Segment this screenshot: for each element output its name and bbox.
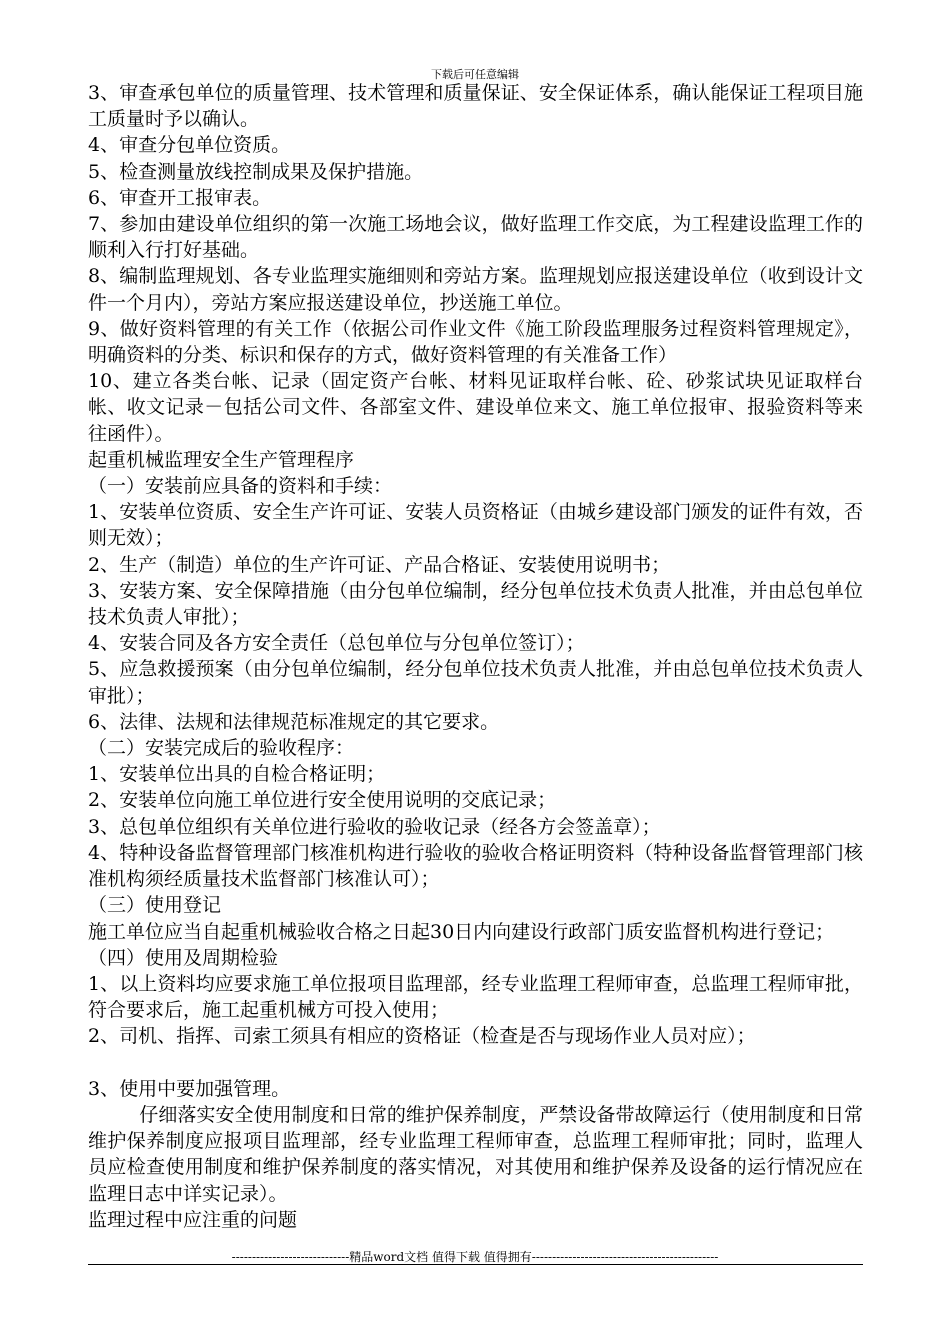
section-heading: 监理过程中应注重的问题 (88, 1208, 298, 1231)
paragraph: 4、审查分包单位资质。 (88, 134, 291, 157)
paragraph: 4、特种设备监督管理部门核准机构进行验收的验收合格证明资料（特种设备监督管理部门核准机构须经质量技术监督部门核准认可）； (88, 841, 863, 891)
paragraph: 仔细落实安全使用制度和日常的维护保养制度，严禁设备带故障运行（使用制度和日常维护保养制度应报项目监理部，经专业监理工程师审查，总监理工程师审批；同时，监理人员应检查使用制度和维护保养制度的落实情况，对其使用和维护保养及设备的运行情况应在监理日志中详实记录）。 (88, 1103, 863, 1205)
paragraph: 4、安装合同及各方安全责任（总包单位与分包单位签订）； (88, 632, 585, 655)
paragraph: 6、审查开工报审表。 (88, 186, 272, 209)
footer-divider (88, 1264, 863, 1265)
paragraph: 2、安装单位向施工单位进行安全使用说明的交底记录； (88, 789, 557, 812)
paragraph: 7、参加由建设单位组织的第一次施工场地会议，做好监理工作交底，为工程建设监理工作的顺利入行打好基础。 (88, 213, 863, 262)
paragraph: 3、安装方案、安全保障措施（由分包单位编制，经分包单位技术负责人批准，并由总包单位技术负责人审批）； (88, 579, 863, 629)
page-footer: -----------------------------精品word文档 值得下载 值得拥有---------------------------------------------- (231, 1250, 719, 1264)
subsection-heading: （四）使用及周期检验 (88, 946, 279, 969)
paragraph: 3、总包单位组织有关单位进行验收的验收记录（经各方会签盖章）； (88, 815, 661, 838)
paragraph: 5、检查测量放线控制成果及保护措施。 (88, 160, 424, 183)
paragraph: 6、法律、法规和法律规范标准规定的其它要求。 (88, 710, 500, 733)
section-heading: 起重机械监理安全生产管理程序 (88, 448, 355, 471)
blank-line (88, 1050, 863, 1076)
paragraph: 施工单位应当自起重机械验收合格之日起30日内向建设行政部门质安监督机构进行登记； (88, 920, 835, 943)
document-body (88, 80, 863, 1233)
page-header: 下载后可任意编辑 (431, 68, 519, 81)
subsection-heading: （一）安装前应具备的资料和手续： (88, 475, 393, 498)
paragraph: 3、审查承包单位的质量管理、技术管理和质量保证、安全保证体系，确认能保证工程项目施工质量时予以确认。 (88, 82, 863, 131)
paragraph: 8、编制监理规划、各专业监理实施细则和旁站方案。监理规划应报送建设单位（收到设计文件一个月内），旁站方案应报送建设单位，抄送施工单位。 (88, 265, 863, 314)
subsection-heading: （二）安装完成后的验收程序： (88, 737, 355, 760)
paragraph: 10、建立各类台帐、记录（固定资产台帐、材料见证取样台帐、砼、砂浆试块见证取样台帐、收文记录－包括公司文件、各部室文件、建设单位来文、施工单位报审、报验资料等来往函件）。 (88, 370, 863, 445)
paragraph: 1、以上资料均应要求施工单位报项目监理部，经专业监理工程师审查，总监理工程师审批，符合要求后，施工起重机械方可投入使用； (88, 972, 863, 1022)
paragraph: 2、生产（制造）单位的生产许可证、产品合格证、安装使用说明书； (88, 553, 671, 576)
paragraph: 1、安装单位资质、安全生产许可证、安装人员资格证（由城乡建设部门颁发的证件有效，否则无效）； (88, 501, 863, 550)
paragraph: 3、使用中要加强管理。 (88, 1077, 291, 1100)
paragraph: 5、应急救援预案（由分包单位编制，经分包单位技术负责人批准，并由总包单位技术负责人审批）； (88, 658, 863, 707)
paragraph: 9、做好资料管理的有关工作（依据公司作业文件《施工阶段监理服务过程资料管理规定》，明确资料的分类、标识和保存的方式，做好资料管理的有关准备工作） (88, 317, 863, 367)
subsection-heading: （三）使用登记 (88, 894, 222, 917)
paragraph: 2、司机、指挥、司索工须具有相应的资格证（检查是否与现场作业人员对应）； (88, 1025, 756, 1048)
paragraph: 1、安装单位出具的自检合格证明； (88, 763, 386, 786)
